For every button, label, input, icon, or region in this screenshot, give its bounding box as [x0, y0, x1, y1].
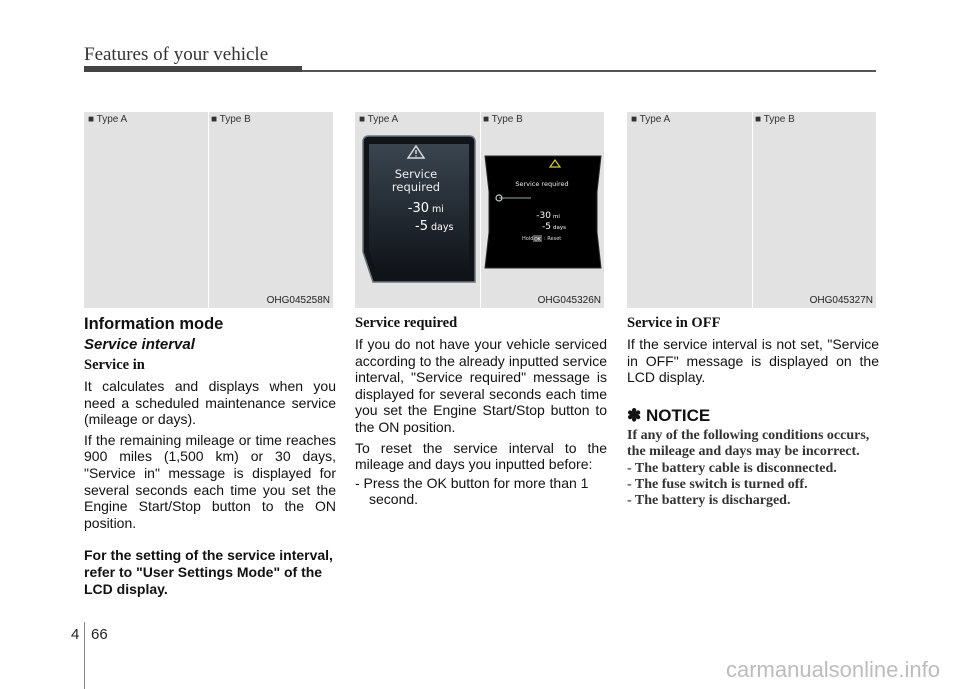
type-b-label: ■ Type B [211, 114, 251, 125]
display-b-hold: Hold [522, 236, 534, 242]
figure-divider [752, 112, 753, 308]
notice-item: - The fuse switch is turned off. [627, 477, 808, 492]
section-number: 4 [71, 626, 80, 643]
type-b-display [485, 156, 601, 268]
column-information-mode [84, 314, 336, 597]
paragraph: If you do not have your vehicle serviced according to the already inputted service interval, "Service required" message is displayed for several seconds each time you set the Engine Start/Stop button to the ON position. [355, 336, 607, 435]
type-a-label: ■ Type A [359, 114, 399, 125]
notice-heading [627, 406, 879, 426]
display-b-distance-unit: mi [553, 214, 560, 220]
notice-label: NOTICE [645, 405, 711, 425]
figure-divider [208, 112, 209, 308]
display-b-reset: : Reset [544, 236, 562, 242]
display-a-days-unit: days [431, 222, 454, 233]
footer-divider [84, 622, 85, 689]
display-b-title: Service required [515, 180, 569, 188]
paragraph: It calculates and displays when you need a scheduled maintenance service (mileage or days). [84, 378, 336, 428]
notice-item: - The battery cable is disconnected. [627, 460, 837, 476]
display-a-distance: -30 [407, 201, 429, 216]
display-b-distance: -30 [536, 211, 551, 221]
page-header-title: Features of your vehicle [84, 44, 269, 65]
paragraph: If the remaining mileage or time reaches 900 miles (1,500 km) or 30 days, "Service in" message is displayed for several seconds each time you set the Engine Start/Stop button to the ON position. [84, 431, 336, 531]
display-a-days: -5 [415, 219, 428, 234]
bullet-item: - Press the OK button for more than 1 second. [355, 474, 589, 508]
paragraph: To reset the service interval to the mileage and days you inputted before: [355, 439, 607, 473]
type-a-label: ■ Type A [88, 114, 128, 125]
figure-code: OHG045326N [537, 295, 601, 306]
figure-service-required [355, 112, 604, 308]
service-required-title: Service required [355, 315, 458, 331]
page-number: 66 [91, 626, 108, 643]
display-b-ok-key: OK [534, 237, 541, 243]
notice-body: If any of the following conditions occurs, the mileage and days may be incorrect. [627, 427, 870, 460]
subsection-heading: Service interval [84, 336, 195, 353]
header-bar [84, 66, 302, 72]
figure-code: OHG045327N [809, 295, 873, 306]
figure-service-off [627, 112, 876, 308]
type-a-label: ■ Type A [631, 114, 671, 125]
cluster-displays [355, 112, 604, 308]
display-a-distance-unit: mi [432, 204, 444, 215]
figure-service-in [84, 112, 333, 308]
setting-reference: For the setting of the service interval, refer to "User Settings Mode" of the LCD display. [84, 547, 333, 597]
notice-item: - The battery is discharged. [627, 493, 791, 509]
section-heading: Information mode [84, 315, 224, 333]
watermark: carmanualsonline.info [725, 657, 940, 682]
header-rule [302, 70, 876, 72]
display-b-days: -5 [542, 222, 551, 232]
type-b-label: ■ Type B [755, 114, 795, 125]
service-off-title: Service in OFF [627, 315, 721, 331]
column-service-off [627, 314, 879, 510]
display-a-line1: Service [394, 167, 438, 181]
notice-icon: ✽ [627, 405, 642, 425]
type-a-display [363, 136, 475, 282]
display-b-days-unit: days [553, 225, 566, 231]
column-service-required [355, 314, 607, 508]
type-b-label: ■ Type B [483, 114, 523, 125]
paragraph: If the service interval is not set, "Service in OFF" message is displayed on the LCD display. [627, 336, 879, 386]
service-in-title: Service in [84, 357, 145, 373]
display-a-line2: required [391, 180, 441, 194]
figure-code: OHG045258N [266, 295, 330, 306]
